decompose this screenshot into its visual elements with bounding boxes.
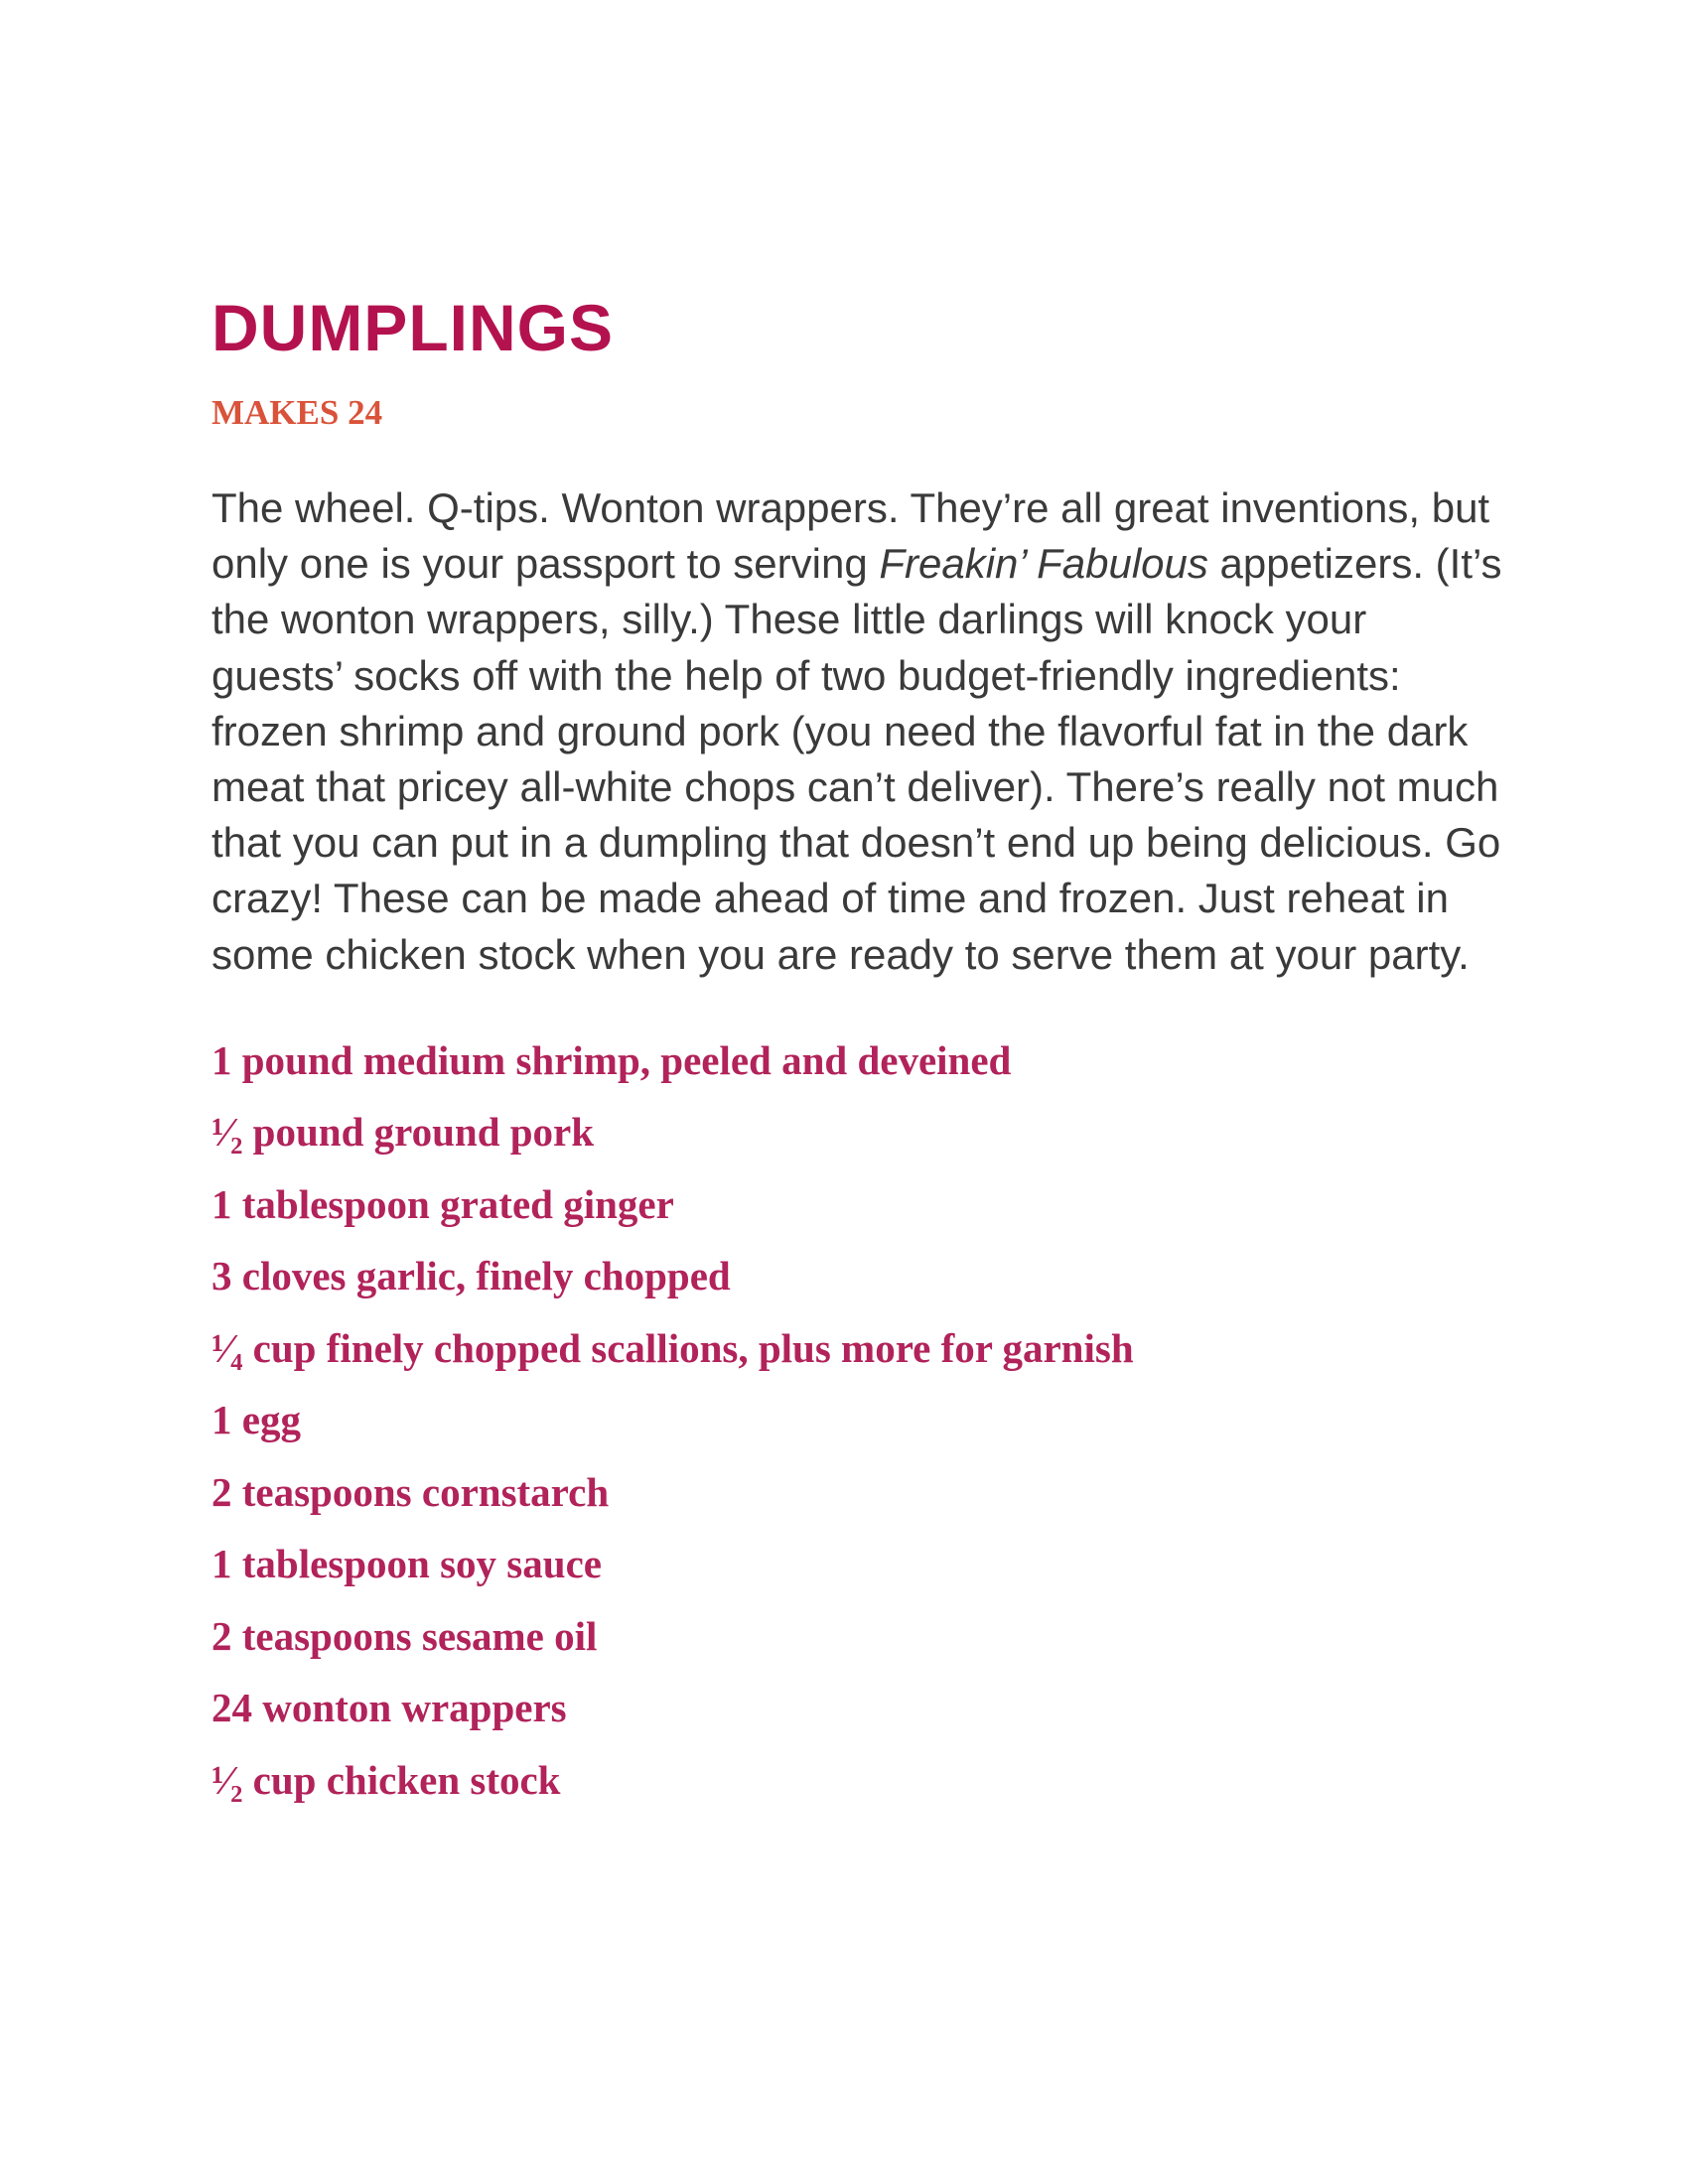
ingredient-item: 1 egg <box>211 1397 301 1443</box>
ingredient-item: 1 tablespoon grated ginger <box>211 1180 674 1227</box>
ingredient-item: ¹⁄₂ pound ground pork <box>211 1109 595 1156</box>
ingredient-item: 1 pound medium shrimp, peeled and deveined <box>211 1036 1012 1083</box>
ingredient-item: ¹⁄₄ cup finely chopped scallions, plus more for garnish <box>211 1324 1134 1371</box>
recipe-yield: MAKES 24 <box>211 393 383 432</box>
recipe-title: DUMPLINGS <box>211 291 614 364</box>
ingredient-item: 3 cloves garlic, finely chopped <box>211 1253 731 1299</box>
ingredient-item: ¹⁄₂ cup chicken stock <box>211 1756 561 1803</box>
ingredient-item: 24 wonton wrappers <box>211 1685 567 1731</box>
recipe-intro <box>211 480 1502 983</box>
ingredient-item: 2 teaspoons cornstarch <box>211 1468 610 1515</box>
ingredient-list <box>211 1024 1502 1817</box>
ingredient-item: 2 teaspoons sesame oil <box>211 1612 598 1659</box>
ingredient-item: 1 tablespoon soy sauce <box>211 1541 602 1587</box>
intro-italic-title: Freakin’ Fabulous <box>879 540 1208 588</box>
intro-text-start: The wheel. Q-tips. Wonton wrappers. They’re all great inventions, but only one is your passport to serving <box>211 484 1490 588</box>
intro-text-end: appetizers. (It’s the wonton wrappers, silly.) These little darlings will knock your guests’ socks off with the help of two budget-friendly ingredients: frozen shrimp and ground pork (you need the flavorful fat in the dark meat that pricey all-white chops can’t deliver). There’s really not much that you can put in a dumpling that doesn’t end up being delicious. Go crazy! These can be made ahead of time and frozen. Just reheat in some chicken stock when you are ready to serve them at your party. <box>211 540 1502 978</box>
recipe-page <box>211 288 1502 1816</box>
